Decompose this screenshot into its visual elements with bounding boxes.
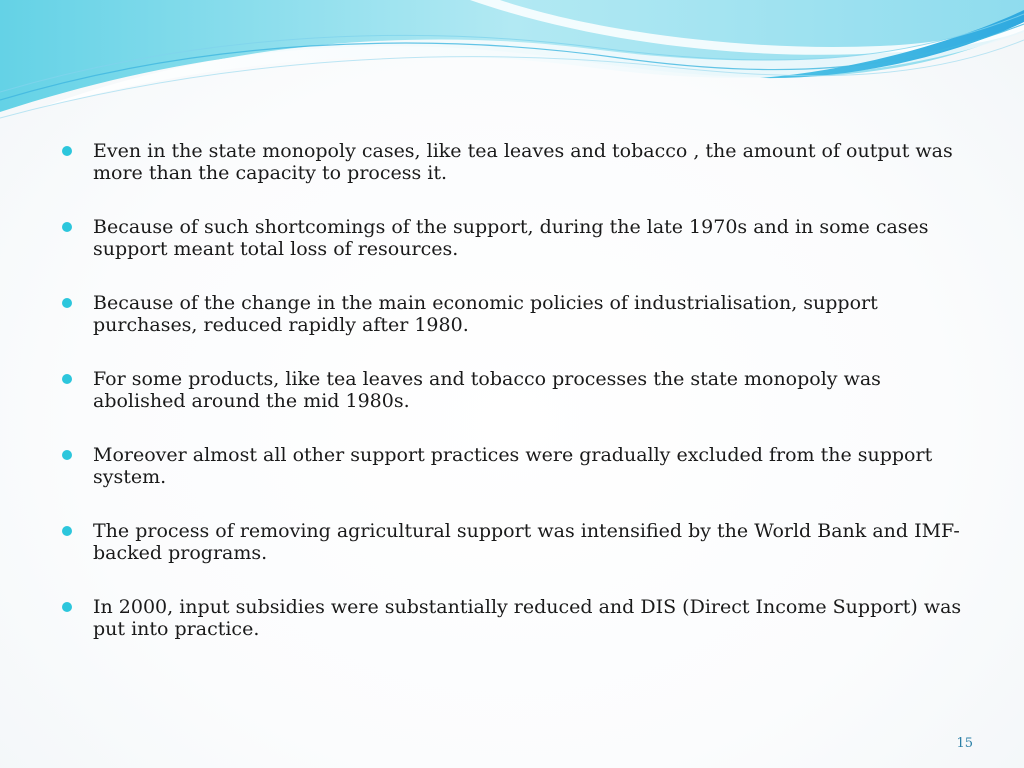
- bullet-text: Moreover almost all other support practices were gradually excluded from the support system.: [93, 444, 933, 488]
- bullet-dot-icon: [62, 222, 72, 232]
- bullet-list: [62, 140, 962, 672]
- bullet-dot-icon: [62, 602, 72, 612]
- bullet-item: [62, 444, 962, 488]
- bullet-dot-icon: [62, 526, 72, 536]
- bullet-item: [62, 368, 962, 412]
- bullet-item: [62, 520, 962, 564]
- bullet-text: Even in the state monopoly cases, like tea leaves and tobacco , the amount of output was more than the capacity to process it.: [93, 140, 953, 184]
- wave-header-decoration: [0, 0, 1024, 130]
- bullet-text: Because of the change in the main economic policies of industrialisation, support purchases, reduced rapidly after 1980.: [93, 292, 878, 336]
- bullet-dot-icon: [62, 146, 72, 156]
- bullet-dot-icon: [62, 450, 72, 460]
- page-number: 15: [956, 736, 973, 751]
- bullet-item: [62, 596, 962, 640]
- bullet-text: In 2000, input subsidies were substantially reduced and DIS (Direct Income Support) was put into practice.: [93, 596, 962, 640]
- bullet-dot-icon: [62, 374, 72, 384]
- bullet-text: For some products, like tea leaves and tobacco processes the state monopoly was abolished around the mid 1980s.: [93, 368, 881, 412]
- bullet-item: [62, 140, 962, 184]
- bullet-dot-icon: [62, 298, 72, 308]
- bullet-item: [62, 216, 962, 260]
- bullet-item: [62, 292, 962, 336]
- bullet-text: Because of such shortcomings of the support, during the late 1970s and in some cases support meant total loss of resources.: [93, 216, 929, 260]
- bullet-text: The process of removing agricultural support was intensified by the World Bank and IMF-backed programs.: [93, 520, 960, 564]
